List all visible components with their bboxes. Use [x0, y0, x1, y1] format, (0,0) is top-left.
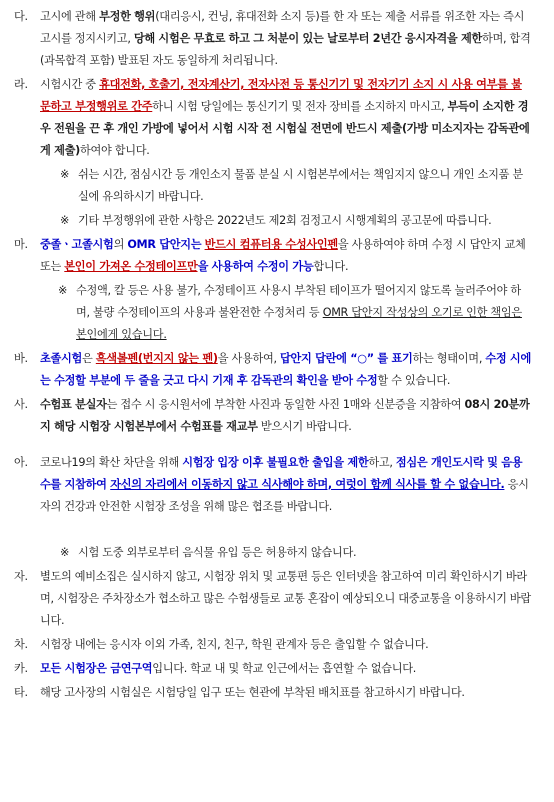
text-run: 의: [113, 238, 128, 251]
item-marker: 아.: [14, 456, 28, 469]
item-text: 별도의 예비소집은 실시하지 않고, 시험장 위치 및 교통편 등은 인터넷을 참고하여 미리 확인하시기 바라며, 시험장은 주차장소가 협소하고 많은 수험생들로 교통 혼잡이 예상되오니 대중교통을 이용하시기 바랍니다.: [40, 570, 531, 627]
bold-run: 부득이 소지한 경우 전원을 끈 후 개인 가방에 넣어서 시험 시작 전 시험실 전면에 반드시 제출(가방 미소지자는 감독관에게 제출): [40, 100, 530, 157]
item-da: [14, 6, 532, 72]
item-text: [40, 348, 532, 392]
text-run: 시험시간 중: [40, 78, 100, 91]
text-run: 하고,: [368, 456, 396, 469]
item-marker: 바.: [14, 352, 28, 365]
item-ka: [14, 658, 532, 680]
text-run: 하여야 합니다.: [79, 144, 150, 157]
note-text: 쉬는 시간, 점심시간 등 개인소지 물품 분실 시 시험본부에서는 책임지지 않으니 개인 소지품 분실에 유의하시기 바랍니다.: [78, 168, 523, 203]
note-text: [76, 280, 532, 346]
red-underline-run: 반드시 컴퓨터용 수성사인펜: [204, 238, 338, 251]
item-marker: 라.: [14, 78, 28, 91]
text-run: 코로나19의 확산 차단을 위해: [40, 456, 183, 469]
note-marker: ※: [58, 284, 68, 297]
text-run: 하며, 합격(과목합격 포함) 발표된 자도 동일하게 처리됩니다.: [40, 32, 531, 67]
item-ta: [14, 682, 532, 704]
item-marker: 카.: [14, 662, 28, 675]
text-run: 을 사용하여,: [217, 352, 280, 365]
item-text: 해당 고사장의 시험실은 시험당일 입구 또는 현관에 부착된 배치표를 참고하시기 바랍니다.: [40, 686, 465, 699]
item-text: [40, 6, 532, 72]
item-a: [14, 452, 532, 518]
note-marker: ※: [60, 168, 70, 181]
note-ra-1: [60, 164, 532, 208]
text-run: 합니다.: [313, 260, 349, 273]
red-underline-run: 휴대전화, 호출기, 전자계산기, 전자사전 등 통신기기 및 전자기기 소지 시 사용 여부를 불문하고 부정행위로 간주: [40, 78, 522, 113]
text-run: 수정액, 칼 등은 사용 불가, 수정테이프 사용시 부착된 테이프가 떨어지지 않도록 눌러주어야 하며, 불량 수정테이프의 사용과 불완전한 수정처리 등: [76, 284, 521, 319]
item-marker: 사.: [14, 398, 28, 411]
text-run: 하는 형태이며,: [412, 352, 486, 365]
item-text: [40, 234, 532, 278]
bold-run: 08시 20분까지 해당 시험장 시험본부에서 수험표를 재교부: [40, 398, 530, 433]
spacer: [14, 520, 532, 540]
item-text: [40, 658, 532, 680]
item-text: 시험장 내에는 응시자 이외 가족, 친지, 친구, 학원 관계자 등은 출입할 수 없습니다.: [40, 638, 429, 651]
bold-run: 당해 시험은 무효로 하고 그 처분이 있는 날로부터 2년간 응시자격을 제한: [133, 32, 482, 45]
text-run: 을 사용하여야 하며 수정 시 답안지 교체 또는: [40, 238, 526, 273]
note-a: [60, 542, 532, 564]
blue-underline-run: 자신의 자리에서 이동하지 않고 식사해야 하며, 여럿이 함께 식사를 할 수 없습니다.: [110, 478, 505, 491]
text-run: 입니다. 학교 내 및 학교 인근에서는 흡연할 수 없습니다.: [152, 662, 416, 675]
text-run: 할 수 있습니다.: [377, 374, 451, 387]
blue-run: 시험장 입장 이후 불필요한 출입을 제한: [182, 456, 369, 469]
item-ba: [14, 348, 532, 392]
item-marker: 다.: [14, 10, 28, 23]
blue-run: 점심은 개인도시락 및 음용수를 지참하여: [40, 456, 523, 491]
item-text: [40, 452, 532, 518]
blue-run: 답안지 답란에 “○” 를 표기: [280, 352, 413, 365]
note-ra-2: [60, 210, 532, 232]
text-run: 하니 시험 당일에는 통신기기 및 전자 장비를 소지하지 마시고,: [152, 100, 448, 113]
item-ra: [14, 74, 532, 162]
item-marker: 마.: [14, 238, 28, 251]
note-marker: ※: [60, 546, 70, 559]
item-text: [40, 394, 532, 438]
text-run: (대리응시, 컨닝, 휴대전화 소지 등)를 한 자 또는 제출 서류를 위조한 자는 즉시 고시를 정지시키고,: [40, 10, 525, 45]
text-run: 는 접수 시 응시원서에 부착한 사진과 동일한 사진 1매와 신분증을 지참하여: [106, 398, 465, 411]
item-ma: [14, 234, 532, 278]
item-sa: [14, 394, 532, 438]
blue-run: 수정 시에는 수정할 부분에 두 줄을 긋고 다시 기재 후 감독관의 확인을 받아 수정: [40, 352, 531, 387]
blue-run: 을 사용하여 수정이 가능: [197, 260, 314, 273]
item-text: [40, 74, 532, 162]
item-marker: 타.: [14, 686, 28, 699]
red-underline-run: 흑색볼펜(번지지 않는 펜): [95, 352, 218, 365]
note-marker: ※: [60, 214, 70, 227]
blue-run: 초졸시험: [40, 352, 83, 365]
blue-run: OMR 답안지는: [127, 238, 202, 251]
text-run: 받으시기 바랍니다.: [257, 420, 352, 433]
blue-run: 중졸ㆍ고졸시험: [40, 238, 114, 251]
bold-run: 수험표 분실자: [40, 398, 107, 411]
text-run: 은: [82, 352, 96, 365]
item-cha: [14, 634, 532, 656]
text-run: 응시자의 건강과 안전한 시험장 조성을 위해 많은 협조를 바랍니다.: [40, 478, 529, 513]
underline-run: OMR 답안지 작성상의 오기로 인한 책임은 본인에게 있습니다.: [76, 306, 522, 341]
bold-run: 부정한 행위: [99, 10, 156, 23]
item-ja: [14, 566, 532, 632]
item-marker: 자.: [14, 570, 28, 583]
item-marker: 차.: [14, 638, 28, 651]
note-ma: [58, 280, 532, 346]
red-underline-run: 본인이 가져온 수정테이프만: [64, 260, 198, 273]
note-text: 시험 도중 외부로부터 음식물 유입 등은 허용하지 않습니다.: [78, 546, 357, 559]
text-run: 고시에 관해: [40, 10, 100, 23]
blue-run: 모든 시험장은 금연구역: [40, 662, 153, 675]
note-text: 기타 부정행위에 관한 사항은 2022년도 제2회 검정고시 시행계획의 공고문에 따릅니다.: [78, 214, 492, 227]
spacer: [14, 440, 532, 452]
